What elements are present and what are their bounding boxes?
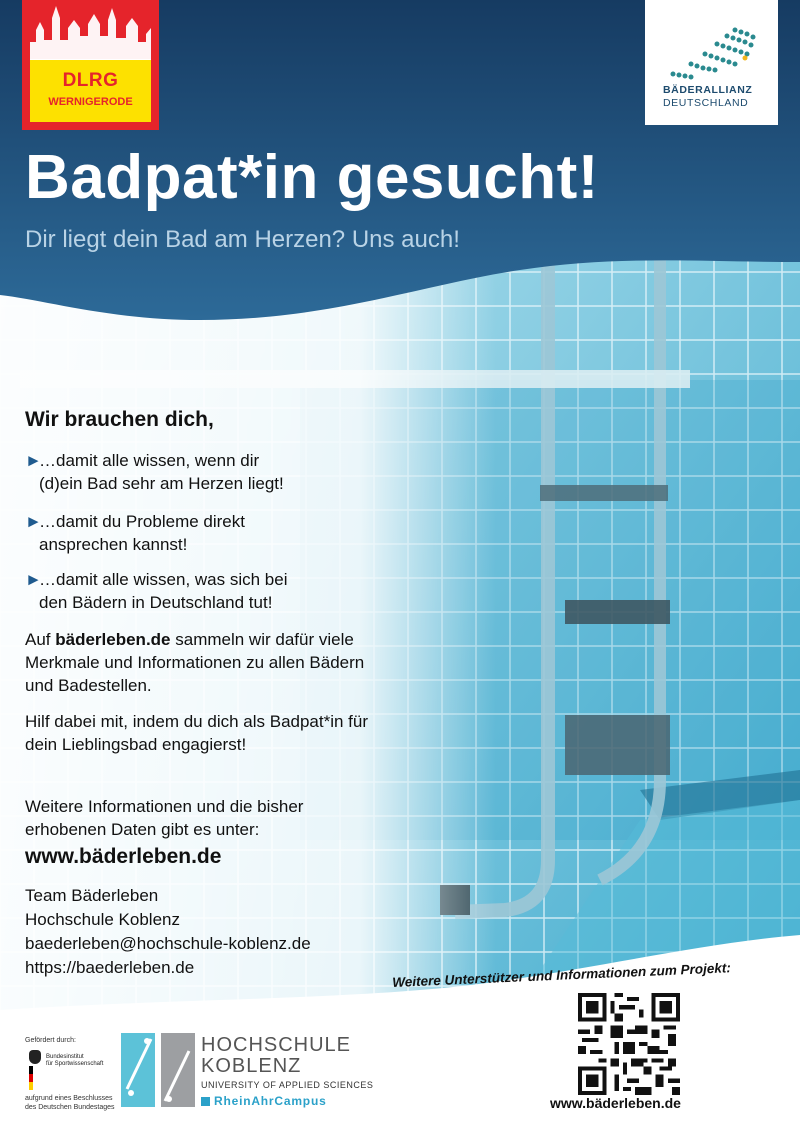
intro-heading: Wir brauchen dich, [25, 408, 214, 431]
bundestag-note [25, 1094, 115, 1112]
supporters-heading: Weitere Unterstützer und Informationen zum Projekt: [392, 960, 732, 990]
baederallianz-line2: DEUTSCHLAND [663, 97, 749, 109]
dlrg-city: WERNIGERODE [48, 96, 133, 108]
bullet-line2: (d)ein Bad sehr am Herzen liegt! [39, 474, 284, 493]
bisp-line1: Bundesinstitut [46, 1054, 84, 1060]
contact-org: Hochschule Koblenz [25, 910, 180, 929]
baederallianz-logo [645, 0, 778, 125]
contact-url[interactable]: https://baederleben.de [25, 958, 195, 977]
german-flag-icon [29, 1066, 33, 1090]
para1-bold: bäderleben.de [55, 630, 171, 649]
hk-line1: HOCHSCHULE [201, 1034, 352, 1056]
bullet-line2: ansprechen kannst! [39, 535, 188, 554]
paragraph-info: Weitere Informationen und die bisher erhobenen Daten gibt es unter: [25, 797, 304, 839]
qr-code-icon[interactable] [578, 993, 680, 1095]
paragraph-baederleben [25, 628, 385, 697]
bullet-line1: …damit alle wissen, was sich bei [39, 570, 288, 589]
eagle-icon [29, 1050, 41, 1064]
paragraph-help: Hilf dabei mit, indem du dich als Badpat*in für dein Lieblingsbad engagierst! [25, 712, 369, 754]
hk-line3: UNIVERSITY OF APPLIED SCIENCES [201, 1080, 374, 1090]
bisp-logo [25, 1046, 105, 1094]
bisp-name [46, 1054, 103, 1068]
bullet-item [25, 568, 287, 614]
funded-by-label: Gefördert durch: [25, 1037, 76, 1044]
contact-block [25, 884, 311, 980]
hk-campus [201, 1094, 327, 1108]
website-link[interactable]: www.bäderleben.de [25, 845, 222, 868]
bullet-item [25, 510, 245, 556]
bisp-line2: für Sportwissenschaft [46, 1061, 104, 1067]
square-icon [201, 1097, 210, 1106]
contact-email[interactable]: baederleben@hochschule-koblenz.de [25, 934, 311, 953]
bundestag-line2: des Deutschen Bundestages [25, 1104, 115, 1111]
headline: Badpat*in gesucht! [25, 143, 599, 212]
bullet-line2: den Bädern in Deutschland tut! [39, 593, 273, 612]
bullet-line1: …damit alle wissen, wenn dir [39, 451, 260, 470]
arrow-right-icon: ► [25, 512, 42, 531]
bullet-item [25, 449, 284, 495]
baederallianz-line1: BÄDERALLIANZ [663, 84, 753, 96]
arrow-right-icon: ► [25, 451, 42, 470]
bundestag-line1: aufgrund eines Beschlusses [25, 1095, 113, 1102]
hochschule-koblenz-icon [121, 1033, 195, 1107]
para1-post: sammeln wir dafür viele Merkmale und Informationen zu allen Bädern und Badestellen. [25, 630, 365, 695]
subline: Dir liegt dein Bad am Herzen? Uns auch! [25, 226, 460, 253]
arrow-right-icon: ► [25, 570, 42, 589]
hk-campus-label: RheinAhrCampus [214, 1094, 327, 1108]
dlrg-logo [22, 0, 159, 130]
contact-team: Team Bäderleben [25, 886, 159, 905]
dlrg-name: DLRG [62, 70, 119, 91]
hk-line2: KOBLENZ [201, 1055, 302, 1077]
para1-pre: Auf [25, 630, 56, 649]
bullet-line1: …damit du Probleme direkt [39, 512, 245, 531]
qr-website-label: www.bäderleben.de [550, 1095, 681, 1111]
dot-wave-icon [665, 22, 761, 82]
skyline-icon [22, 0, 159, 64]
